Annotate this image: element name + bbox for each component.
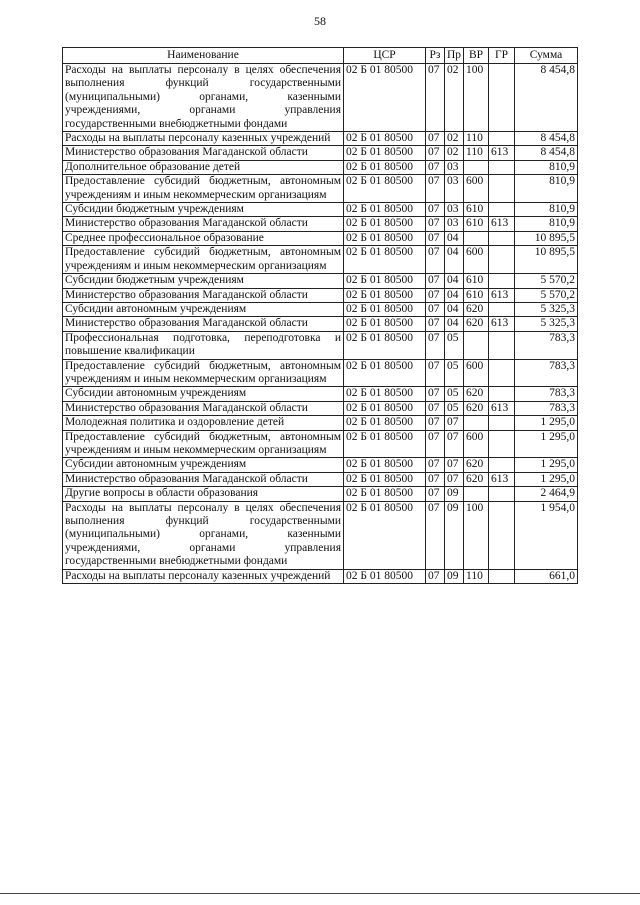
cell-gr: 613 bbox=[489, 288, 515, 302]
cell-csr: 02 Б 01 80500 bbox=[344, 487, 426, 501]
cell-name: Министерство образования Магаданской области bbox=[63, 401, 344, 415]
cell-vr: 620 bbox=[464, 317, 489, 331]
table-row bbox=[63, 175, 578, 203]
table-row bbox=[63, 569, 578, 583]
cell-gr bbox=[489, 416, 515, 430]
cell-gr bbox=[489, 64, 515, 132]
cell-rz: 07 bbox=[426, 288, 445, 302]
cell-gr bbox=[489, 231, 515, 245]
cell-vr: 100 bbox=[464, 64, 489, 132]
cell-pr: 02 bbox=[445, 132, 464, 146]
cell-name: Субсидии автономным учреждениям bbox=[63, 387, 344, 401]
table-row bbox=[63, 501, 578, 569]
cell-name: Субсидии автономным учреждениям bbox=[63, 458, 344, 472]
cell-gr bbox=[489, 387, 515, 401]
cell-name: Дополнительное образование детей bbox=[63, 160, 344, 174]
cell-csr: 02 Б 01 80500 bbox=[344, 160, 426, 174]
cell-sum: 10 895,5 bbox=[515, 246, 578, 274]
cell-rz: 07 bbox=[426, 203, 445, 217]
table-row bbox=[63, 487, 578, 501]
cell-sum: 783,3 bbox=[515, 331, 578, 359]
cell-rz: 07 bbox=[426, 175, 445, 203]
header-csr: ЦСР bbox=[344, 48, 426, 64]
cell-name: Профессиональная подготовка, переподготовка и повышение квалификации bbox=[63, 331, 344, 359]
cell-pr: 04 bbox=[445, 246, 464, 274]
cell-pr: 03 bbox=[445, 175, 464, 203]
cell-name: Расходы на выплаты персоналу в целях обеспечения выполнения функций государственными (муниципальными) органами, казенными учреждениями, органами управления государственными внебюджетными фондами bbox=[63, 64, 344, 132]
cell-sum: 5 325,3 bbox=[515, 302, 578, 316]
cell-name: Министерство образования Магаданской области bbox=[63, 288, 344, 302]
cell-csr: 02 Б 01 80500 bbox=[344, 501, 426, 569]
cell-rz: 07 bbox=[426, 359, 445, 387]
cell-pr: 05 bbox=[445, 331, 464, 359]
table-row bbox=[63, 231, 578, 245]
cell-sum: 2 464,9 bbox=[515, 487, 578, 501]
cell-name: Молодежная политика и оздоровление детей bbox=[63, 416, 344, 430]
cell-rz: 07 bbox=[426, 401, 445, 415]
cell-vr: 620 bbox=[464, 401, 489, 415]
cell-vr: 100 bbox=[464, 501, 489, 569]
cell-name: Расходы на выплаты персоналу казенных учреждений bbox=[63, 569, 344, 583]
cell-gr: 613 bbox=[489, 146, 515, 160]
cell-rz: 07 bbox=[426, 487, 445, 501]
table-row bbox=[63, 458, 578, 472]
cell-name: Расходы на выплаты персоналу в целях обеспечения выполнения функций государственными (муниципальными) органами, казенными учреждениями, органами управления государственными внебюджетными фондами bbox=[63, 501, 344, 569]
cell-vr: 600 bbox=[464, 175, 489, 203]
cell-csr: 02 Б 01 80500 bbox=[344, 569, 426, 583]
cell-rz: 07 bbox=[426, 64, 445, 132]
cell-sum: 810,9 bbox=[515, 217, 578, 231]
cell-csr: 02 Б 01 80500 bbox=[344, 458, 426, 472]
cell-pr: 02 bbox=[445, 146, 464, 160]
cell-vr: 110 bbox=[464, 132, 489, 146]
cell-gr bbox=[489, 246, 515, 274]
cell-vr: 620 bbox=[464, 472, 489, 486]
cell-sum: 1 295,0 bbox=[515, 416, 578, 430]
cell-sum: 8 454,8 bbox=[515, 64, 578, 132]
cell-csr: 02 Б 01 80500 bbox=[344, 246, 426, 274]
cell-csr: 02 Б 01 80500 bbox=[344, 175, 426, 203]
cell-pr: 03 bbox=[445, 217, 464, 231]
cell-gr bbox=[489, 160, 515, 174]
cell-name: Субсидии бюджетным учреждениям bbox=[63, 203, 344, 217]
header-pr: Пр bbox=[445, 48, 464, 64]
cell-csr: 02 Б 01 80500 bbox=[344, 274, 426, 288]
cell-rz: 07 bbox=[426, 160, 445, 174]
cell-rz: 07 bbox=[426, 331, 445, 359]
cell-name: Министерство образования Магаданской области bbox=[63, 472, 344, 486]
table-row bbox=[63, 203, 578, 217]
page-number: 58 bbox=[314, 14, 326, 28]
cell-vr bbox=[464, 160, 489, 174]
cell-sum: 783,3 bbox=[515, 401, 578, 415]
cell-vr: 610 bbox=[464, 288, 489, 302]
cell-rz: 07 bbox=[426, 217, 445, 231]
cell-sum: 8 454,8 bbox=[515, 132, 578, 146]
table-row bbox=[63, 331, 578, 359]
cell-rz: 07 bbox=[426, 302, 445, 316]
cell-vr: 600 bbox=[464, 430, 489, 458]
cell-name: Предоставление субсидий бюджетным, автономным учреждениям и иным некоммерческим организациям bbox=[63, 246, 344, 274]
table-row bbox=[63, 160, 578, 174]
cell-vr bbox=[464, 487, 489, 501]
cell-rz: 07 bbox=[426, 416, 445, 430]
cell-pr: 02 bbox=[445, 64, 464, 132]
cell-sum: 810,9 bbox=[515, 175, 578, 203]
cell-pr: 04 bbox=[445, 288, 464, 302]
cell-sum: 661,0 bbox=[515, 569, 578, 583]
cell-vr: 620 bbox=[464, 302, 489, 316]
cell-pr: 07 bbox=[445, 458, 464, 472]
cell-vr: 110 bbox=[464, 146, 489, 160]
cell-name: Субсидии бюджетным учреждениям bbox=[63, 274, 344, 288]
cell-gr bbox=[489, 274, 515, 288]
cell-vr: 620 bbox=[464, 458, 489, 472]
cell-vr bbox=[464, 331, 489, 359]
cell-pr: 07 bbox=[445, 416, 464, 430]
cell-name: Предоставление субсидий бюджетным, автономным учреждениям и иным некоммерческим организациям bbox=[63, 430, 344, 458]
cell-vr: 620 bbox=[464, 387, 489, 401]
cell-pr: 04 bbox=[445, 317, 464, 331]
cell-gr bbox=[489, 501, 515, 569]
cell-name: Предоставление субсидий бюджетным, автономным учреждениям и иным некоммерческим организациям bbox=[63, 359, 344, 387]
cell-rz: 07 bbox=[426, 317, 445, 331]
cell-rz: 07 bbox=[426, 472, 445, 486]
cell-gr: 613 bbox=[489, 317, 515, 331]
table-row bbox=[63, 416, 578, 430]
cell-pr: 05 bbox=[445, 359, 464, 387]
cell-vr bbox=[464, 231, 489, 245]
cell-rz: 07 bbox=[426, 132, 445, 146]
cell-vr: 610 bbox=[464, 203, 489, 217]
cell-csr: 02 Б 01 80500 bbox=[344, 203, 426, 217]
cell-pr: 09 bbox=[445, 569, 464, 583]
cell-csr: 02 Б 01 80500 bbox=[344, 359, 426, 387]
cell-csr: 02 Б 01 80500 bbox=[344, 231, 426, 245]
cell-gr bbox=[489, 359, 515, 387]
header-vr: ВР bbox=[464, 48, 489, 64]
cell-sum: 1 954,0 bbox=[515, 501, 578, 569]
cell-vr: 610 bbox=[464, 274, 489, 288]
cell-name: Министерство образования Магаданской области bbox=[63, 217, 344, 231]
cell-csr: 02 Б 01 80500 bbox=[344, 317, 426, 331]
cell-name: Другие вопросы в области образования bbox=[63, 487, 344, 501]
cell-pr: 04 bbox=[445, 231, 464, 245]
table-row bbox=[63, 302, 578, 316]
cell-name: Субсидии автономным учреждениям bbox=[63, 302, 344, 316]
table-body bbox=[63, 64, 578, 584]
cell-rz: 07 bbox=[426, 246, 445, 274]
cell-gr: 613 bbox=[489, 401, 515, 415]
header-gr: ГР bbox=[489, 48, 515, 64]
cell-csr: 02 Б 01 80500 bbox=[344, 302, 426, 316]
cell-gr bbox=[489, 302, 515, 316]
cell-vr bbox=[464, 416, 489, 430]
cell-gr: 613 bbox=[489, 217, 515, 231]
cell-csr: 02 Б 01 80500 bbox=[344, 288, 426, 302]
table-row bbox=[63, 246, 578, 274]
table-row bbox=[63, 387, 578, 401]
cell-name: Министерство образования Магаданской области bbox=[63, 317, 344, 331]
cell-gr bbox=[489, 175, 515, 203]
cell-csr: 02 Б 01 80500 bbox=[344, 472, 426, 486]
cell-rz: 07 bbox=[426, 569, 445, 583]
cell-name: Предоставление субсидий бюджетным, автономным учреждениям и иным некоммерческим организациям bbox=[63, 175, 344, 203]
cell-rz: 07 bbox=[426, 458, 445, 472]
cell-gr bbox=[489, 487, 515, 501]
cell-csr: 02 Б 01 80500 bbox=[344, 387, 426, 401]
cell-csr: 02 Б 01 80500 bbox=[344, 217, 426, 231]
cell-sum: 810,9 bbox=[515, 203, 578, 217]
cell-pr: 05 bbox=[445, 401, 464, 415]
cell-gr bbox=[489, 331, 515, 359]
table-row bbox=[63, 359, 578, 387]
cell-pr: 09 bbox=[445, 501, 464, 569]
cell-sum: 1 295,0 bbox=[515, 458, 578, 472]
table-row bbox=[63, 430, 578, 458]
cell-vr: 600 bbox=[464, 246, 489, 274]
cell-pr: 03 bbox=[445, 160, 464, 174]
cell-sum: 8 454,8 bbox=[515, 146, 578, 160]
cell-pr: 07 bbox=[445, 472, 464, 486]
cell-gr bbox=[489, 430, 515, 458]
cell-sum: 1 295,0 bbox=[515, 472, 578, 486]
budget-table bbox=[62, 47, 578, 584]
cell-csr: 02 Б 01 80500 bbox=[344, 331, 426, 359]
cell-pr: 07 bbox=[445, 430, 464, 458]
cell-vr: 600 bbox=[464, 359, 489, 387]
cell-name: Расходы на выплаты персоналу казенных учреждений bbox=[63, 132, 344, 146]
cell-sum: 810,9 bbox=[515, 160, 578, 174]
table-row bbox=[63, 64, 578, 132]
cell-rz: 07 bbox=[426, 231, 445, 245]
cell-rz: 07 bbox=[426, 387, 445, 401]
cell-name: Среднее профессиональное образование bbox=[63, 231, 344, 245]
table-row bbox=[63, 317, 578, 331]
cell-name: Министерство образования Магаданской области bbox=[63, 146, 344, 160]
table-row bbox=[63, 288, 578, 302]
cell-gr: 613 bbox=[489, 472, 515, 486]
cell-gr bbox=[489, 458, 515, 472]
cell-sum: 783,3 bbox=[515, 359, 578, 387]
table-row bbox=[63, 274, 578, 288]
table-row bbox=[63, 401, 578, 415]
table-header-row bbox=[63, 48, 578, 64]
cell-pr: 05 bbox=[445, 387, 464, 401]
cell-gr bbox=[489, 203, 515, 217]
header-sum: Сумма bbox=[515, 48, 578, 64]
cell-vr: 110 bbox=[464, 569, 489, 583]
cell-sum: 783,3 bbox=[515, 387, 578, 401]
cell-pr: 04 bbox=[445, 274, 464, 288]
cell-rz: 07 bbox=[426, 430, 445, 458]
cell-rz: 07 bbox=[426, 501, 445, 569]
table-row bbox=[63, 132, 578, 146]
cell-pr: 04 bbox=[445, 302, 464, 316]
cell-rz: 07 bbox=[426, 146, 445, 160]
header-rz: Рз bbox=[426, 48, 445, 64]
page-bottom-rule bbox=[0, 893, 640, 894]
cell-sum: 5 570,2 bbox=[515, 274, 578, 288]
cell-pr: 09 bbox=[445, 487, 464, 501]
cell-vr: 610 bbox=[464, 217, 489, 231]
cell-sum: 5 570,2 bbox=[515, 288, 578, 302]
cell-rz: 07 bbox=[426, 274, 445, 288]
cell-csr: 02 Б 01 80500 bbox=[344, 64, 426, 132]
cell-csr: 02 Б 01 80500 bbox=[344, 401, 426, 415]
cell-csr: 02 Б 01 80500 bbox=[344, 146, 426, 160]
cell-sum: 10 895,5 bbox=[515, 231, 578, 245]
cell-pr: 03 bbox=[445, 203, 464, 217]
cell-csr: 02 Б 01 80500 bbox=[344, 416, 426, 430]
cell-sum: 1 295,0 bbox=[515, 430, 578, 458]
cell-sum: 5 325,3 bbox=[515, 317, 578, 331]
cell-csr: 02 Б 01 80500 bbox=[344, 430, 426, 458]
table-row bbox=[63, 146, 578, 160]
table-row bbox=[63, 472, 578, 486]
table-row bbox=[63, 217, 578, 231]
cell-csr: 02 Б 01 80500 bbox=[344, 132, 426, 146]
cell-gr bbox=[489, 132, 515, 146]
cell-gr bbox=[489, 569, 515, 583]
header-name: Наименование bbox=[63, 48, 344, 64]
